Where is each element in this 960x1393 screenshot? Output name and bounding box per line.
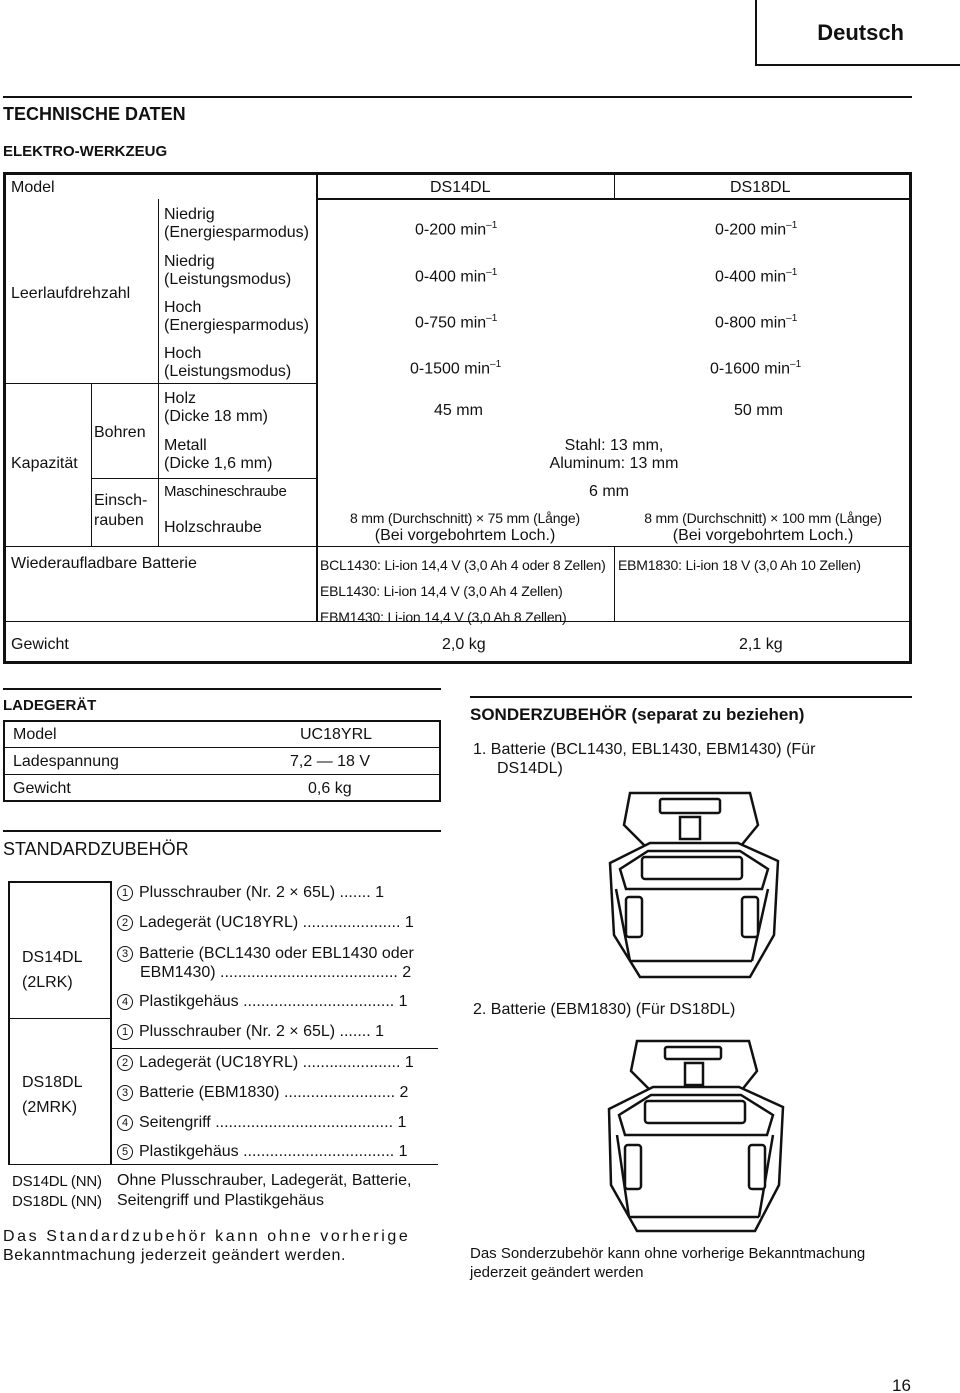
optional-title: SONDERZUBEHÖR (separat zu beziehen) bbox=[470, 705, 805, 724]
batterie-ds14-1: BCL1430: Li-ion 14,4 V (3,0 Ah 4 oder 8 Zellen) bbox=[320, 557, 606, 573]
ds18-kit-label: DS18DL (2MRK) bbox=[22, 1074, 83, 1116]
language-label: Deutsch bbox=[817, 20, 904, 45]
tech-title: TECHNISCHE DATEN bbox=[3, 104, 186, 124]
batterie-ds18: EBM1830: Li-ion 18 V (3,0 Ah 10 Zellen) bbox=[618, 557, 861, 573]
ds14-item-1: 1 Plusschrauber (Nr. 2 × 65L) ....... 1 bbox=[117, 884, 384, 902]
mode-4-label: Hoch (Leistungsmodus) bbox=[164, 345, 292, 380]
batterie-ds14-3: EBM1430: Li-ion 14,4 V (3,0 Ah 8 Zellen) bbox=[320, 609, 567, 625]
gewicht-ds14: 2,0 kg bbox=[442, 636, 486, 653]
nn-text: Ohne Plusschrauber, Ladegerät, Batterie, Seitengriff und Plastikgehäus bbox=[117, 1172, 412, 1209]
maschineschraube-label: Maschineschraube bbox=[164, 483, 287, 500]
mode-3-ds14: 0-750 $\min^{-1}$ bbox=[415, 313, 498, 332]
bohren-label: Bohren bbox=[94, 424, 146, 441]
ds14-header: DS14DL bbox=[430, 179, 491, 196]
holzschraube-label: Holzschraube bbox=[164, 519, 262, 536]
ds18-item-1: 1 Plusschrauber (Nr. 2 × 65L) ....... 1 bbox=[117, 1023, 384, 1041]
kapazitaet-label: Kapazität bbox=[11, 455, 78, 472]
charger-table bbox=[3, 720, 441, 802]
mode-2-ds18: 0-400 $\min^{-1}$ bbox=[715, 267, 798, 286]
gewicht-ds18: 2,1 kg bbox=[739, 636, 783, 653]
mode-1-label: Niedrig (Energiesparmodus) bbox=[164, 206, 309, 241]
einschrauben-label: Einsch- rauben bbox=[94, 492, 148, 529]
holzschraube-ds18: 8 mm (Durchschnitt) × 100 mm (Långe) (Bei vorgebohrtem Loch.) bbox=[644, 510, 882, 544]
page-number: 16 bbox=[892, 1376, 911, 1393]
metall-value: Stahl: 13 mm, Aluminum: 13 mm bbox=[549, 437, 679, 472]
mode-4-ds14: 0-1500 $\min^{-1}$ bbox=[410, 359, 502, 378]
optional-divider bbox=[470, 696, 912, 698]
ds18-item-5: 5 Plastikgehäus .................................. 1 bbox=[117, 1143, 408, 1161]
batterie-ds14-2: EBL1430: Li-ion 14,4 V (3,0 Ah 4 Zellen) bbox=[320, 583, 563, 599]
maschineschraube-value: 6 mm bbox=[589, 483, 629, 500]
mode-2-label: Niedrig (Leistungsmodus) bbox=[164, 253, 292, 288]
ds14-item-3: 3 Batterie (BCL1430 oder EBL1430 oder bbox=[117, 945, 414, 963]
battery-ebm-illustration bbox=[593, 1035, 793, 1235]
charger-weight-label: Gewicht bbox=[13, 780, 71, 797]
holzschraube-ds14: 8 mm (Durchschnitt) × 75 mm (Långe) (Bei vorgebohrtem Loch.) bbox=[350, 510, 580, 544]
charger-model-value: UC18YRL bbox=[300, 726, 373, 743]
ds14-item-2: 2 Ladegerät (UC18YRL) ...................... 1 bbox=[117, 914, 414, 932]
mode-2-ds14: 0-400 $\min^{-1}$ bbox=[415, 267, 498, 286]
metall-label: Metall (Dicke 1,6 mm) bbox=[164, 437, 273, 472]
ds18-item-4: 4 Seitengriff ........................................ 1 bbox=[117, 1114, 406, 1132]
charger-model-label: Model bbox=[13, 726, 57, 743]
gewicht-label: Gewicht bbox=[11, 636, 69, 653]
ds18-header: DS18DL bbox=[730, 179, 791, 196]
ds14-item-4: 4 Plastikgehäus .................................. 1 bbox=[117, 993, 408, 1011]
battery-ebl-illustration bbox=[590, 785, 790, 985]
nn-label: DS14DL (NN) DS18DL (NN) bbox=[12, 1173, 102, 1210]
holz-ds18: 50 mm bbox=[734, 402, 783, 419]
standard-divider bbox=[3, 830, 441, 832]
batterie-label: Wiederaufladbare Batterie bbox=[11, 555, 197, 572]
top-divider bbox=[3, 96, 912, 98]
model-label: Model bbox=[11, 179, 55, 196]
charger-divider bbox=[3, 688, 441, 690]
mode-1-ds14: 0-200 $\min^{-1}$ bbox=[415, 220, 498, 239]
holz-ds14: 45 mm bbox=[434, 402, 483, 419]
charger-voltage-value: 7,2 — 18 V bbox=[290, 753, 371, 770]
ds18-item-3: 3 Batterie (EBM1830) ......................... 2 bbox=[117, 1084, 408, 1102]
standard-note: Das Standardzubehör kann ohne vorherige Bekanntmachung jederzeit geändert werden. bbox=[3, 1228, 411, 1264]
charger-weight-value: 0,6 kg bbox=[308, 780, 352, 797]
tech-table bbox=[3, 172, 912, 664]
charger-title: LADEGERÄT bbox=[3, 697, 97, 714]
standard-box bbox=[8, 881, 10, 1165]
holz-label: Holz (Dicke 18 mm) bbox=[164, 390, 269, 425]
ds18-item-2: 2 Ladegerät (UC18YRL) ...................... 1 bbox=[117, 1054, 414, 1072]
mode-3-ds18: 0-800 $\min^{-1}$ bbox=[715, 313, 798, 332]
optional-note: Das Sonderzubehör kann ohne vorherige Bekanntmachung jederzeit geändert werden bbox=[470, 1245, 866, 1281]
language-tab bbox=[755, 0, 960, 66]
ds14-kit-label: DS14DL (2LRK) bbox=[22, 949, 83, 991]
optional-item-1: 1. Batterie (BCL1430, EBL1430, EBM1430) (Für DS14DL) bbox=[473, 741, 816, 777]
mode-3-label: Hoch (Energiesparmodus) bbox=[164, 299, 309, 334]
mode-4-ds18: 0-1600 $\min^{-1}$ bbox=[710, 359, 802, 378]
mode-1-ds18: 0-200 $\min^{-1}$ bbox=[715, 220, 798, 239]
standard-title: STANDARDZUBEHÖR bbox=[3, 839, 189, 859]
optional-item-2: 2. Batterie (EBM1830) (Für DS18DL) bbox=[473, 1001, 736, 1018]
leerlauf-label: Leerlaufdrehzahl bbox=[11, 285, 131, 302]
tech-subtitle: ELEKTRO-WERKZEUG bbox=[3, 143, 168, 160]
ds14-item-3-cont: EBM1430) ........................................ 2 bbox=[140, 964, 412, 981]
charger-voltage-label: Ladespannung bbox=[13, 753, 119, 770]
